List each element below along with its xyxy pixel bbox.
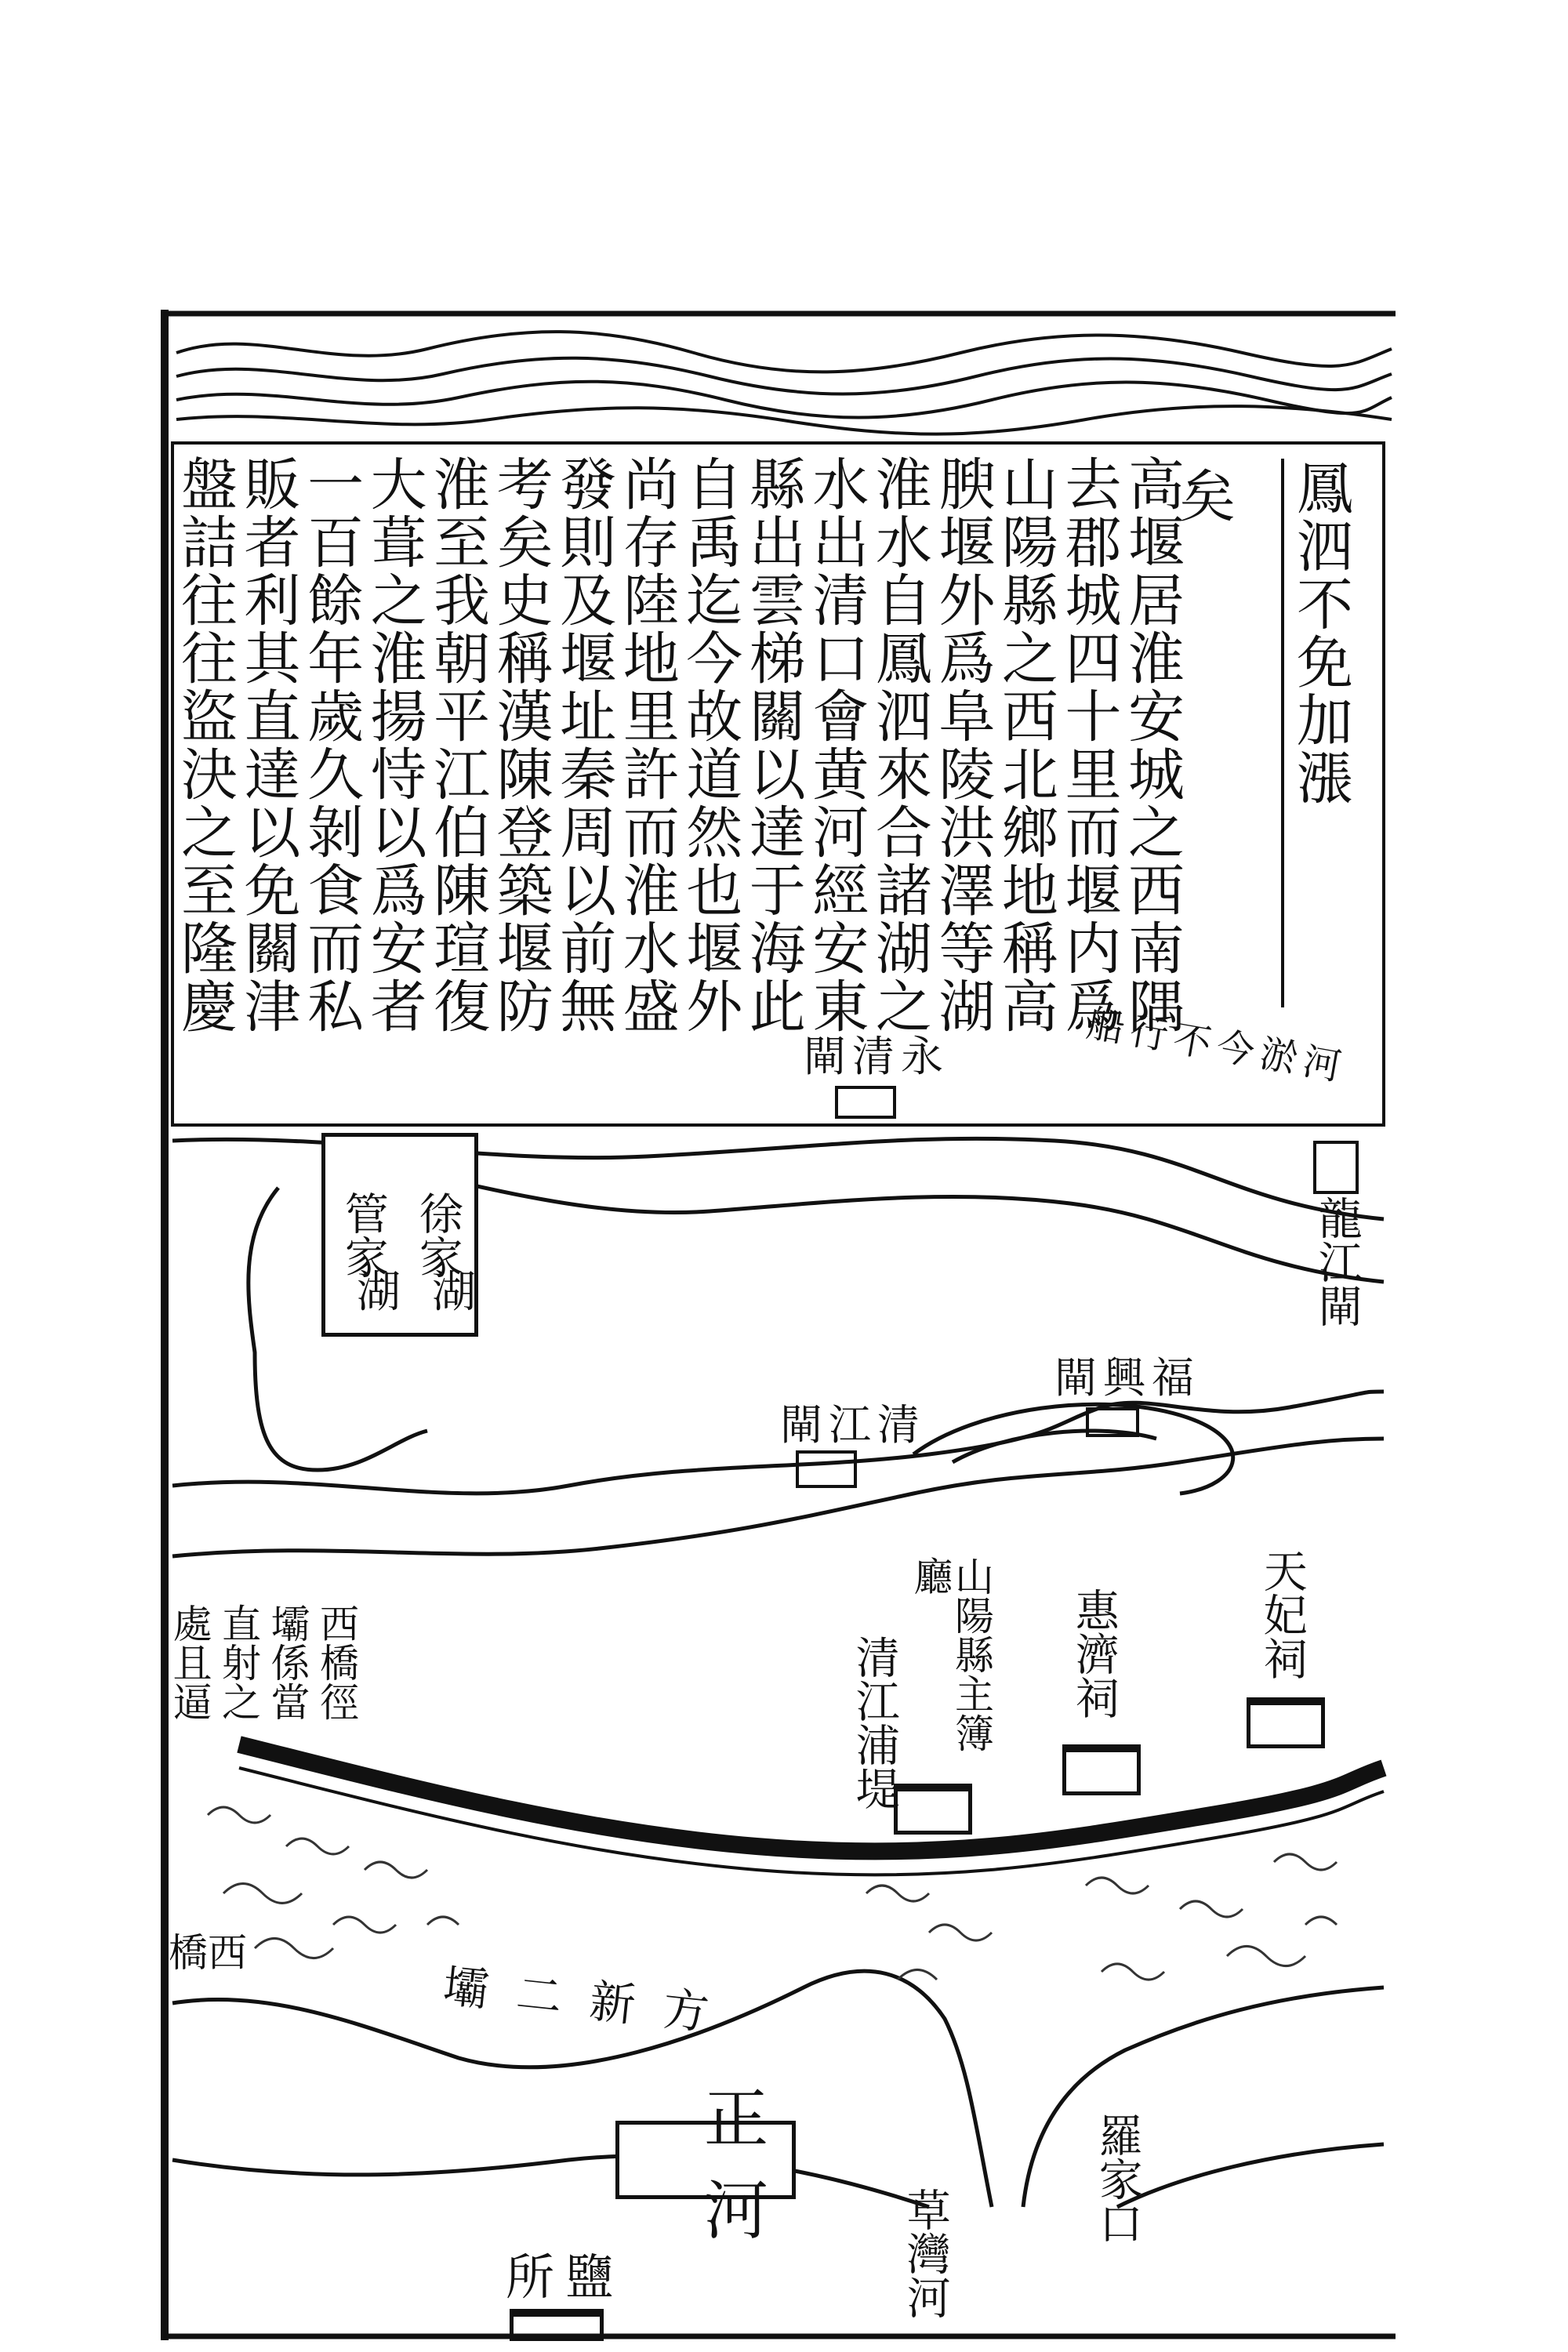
text-column: 淮至我朝平江伯陳瑄復	[424, 455, 491, 1035]
lake-label-suffix: 湖湖	[357, 1267, 507, 1318]
note-column: 處且逼	[166, 1603, 212, 1721]
text-column: 山陽縣之西北鄉地稱高	[992, 455, 1058, 1035]
fuxing-gate-label: 福興閘	[1054, 1353, 1200, 1403]
side-note	[1281, 459, 1353, 1007]
lake-label: 管家	[337, 1191, 389, 1279]
note-column: 西橋徑	[314, 1603, 359, 1721]
text-column: 一百餘年歲久剝食而私	[298, 455, 365, 1035]
qingjiang-dike-label: 清江浦堤	[848, 1635, 900, 1810]
yansuo-label: 鹽所	[506, 2249, 626, 2306]
zhenghe-label: 正河	[615, 2121, 796, 2199]
text-column: 販者利其直達以免關津	[234, 455, 301, 1035]
note-column: 直射之	[216, 1603, 261, 1721]
text-column: 盤詰往往盜決之至隆慶	[172, 455, 238, 1035]
text-column: 去郡城四十里而堰内爲	[1055, 455, 1122, 1035]
luojiakou-label: 羅家口	[1091, 2113, 1143, 2245]
yongqing-gate-icon	[835, 1086, 896, 1119]
text-column: 發則及堰址秦周以前無	[550, 455, 617, 1035]
note-column: 壩係當	[264, 1603, 310, 1721]
middle-river	[172, 1392, 1384, 1556]
yansuo-icon	[510, 2309, 604, 2341]
side-note-tail: 矣	[1170, 466, 1236, 524]
huiji-temple-label: 惠濟祠	[1068, 1588, 1120, 1719]
top-waves	[176, 332, 1392, 434]
yongqing-gate-label: 永清閘	[804, 1032, 949, 1081]
lake-label: 徐家	[412, 1191, 463, 1279]
tianfei-temple-label: 天妃祠	[1256, 1548, 1308, 1680]
west-bridge-tag: 西橋	[169, 1930, 247, 1976]
side-note-main: 鳳泗不免加漲	[1287, 459, 1353, 807]
qingjiang-gate-label: 清江閘	[780, 1400, 926, 1450]
shanyang-office-label: 山陽縣主簿廳	[907, 1556, 994, 1752]
text-column: 尚存陸地里許而淮水盛	[613, 455, 680, 1035]
tianfei-temple-icon	[1247, 1697, 1325, 1748]
text-column: 縣出雲梯關以達于海此	[739, 455, 806, 1035]
text-column: 淮水自鳳泗來合諸湖之	[866, 455, 932, 1035]
fuxing-gate-icon	[1086, 1407, 1139, 1437]
text-column: 水出清口會黄河經安東	[803, 455, 869, 1035]
page-frame	[161, 310, 1396, 2340]
text-column: 腴堰外爲阜陵洪澤等湖	[929, 455, 996, 1035]
water-ripples	[208, 1807, 1337, 1980]
text-block	[172, 455, 1185, 1121]
main-dike	[239, 1744, 1384, 1875]
huiji-temple-icon	[1062, 1744, 1141, 1795]
longjiang-gate-icon	[1313, 1141, 1359, 1194]
text-column: 高堰居淮安城之西南隅	[1118, 455, 1185, 1035]
river-note: 河淤今不行船	[1083, 1001, 1351, 1091]
caowan-river-label: 草灣河	[899, 2187, 951, 2319]
shanyang-office-icon	[894, 1784, 972, 1835]
text-column: 大葺之淮揚恃以爲安者	[361, 455, 427, 1035]
text-column: 自禹迄今故道然也堰外	[677, 455, 743, 1035]
longjiang-gate-label: 龍江閘	[1311, 1196, 1363, 1327]
west-bridge-note	[166, 1603, 359, 1862]
fangxin-dam-label: 方新二壩	[440, 1958, 740, 2043]
qingjiang-gate-icon	[796, 1450, 857, 1488]
text-column: 考矣史稱漢陳登築堰防	[487, 455, 554, 1035]
